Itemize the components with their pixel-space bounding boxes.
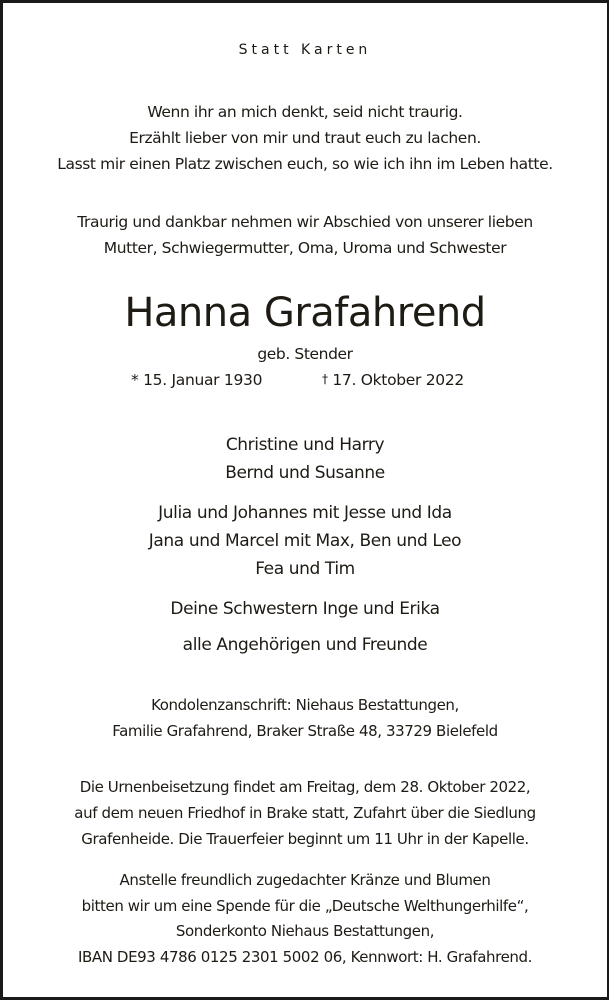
intro-line-1: Traurig und dankbar nehmen wir Abschied von unserer lieben xyxy=(77,213,533,231)
mourner-line: Julia und Johannes mit Jesse und Ida xyxy=(158,503,452,523)
death-cross-icon: † xyxy=(322,372,328,386)
header-title: Statt Karten xyxy=(238,42,372,58)
mourner-line: Jana und Marcel mit Max, Ben und Leo xyxy=(148,531,462,551)
death-date-text: 17. Oktober 2022 xyxy=(332,371,464,389)
donation-line-1: Anstelle freundlich zugedachter Kränze und Blumen xyxy=(119,871,491,889)
donation-line-2: bitten wir um eine Spende für die „Deutsche Welthungerhilfe“, xyxy=(81,897,529,915)
mourner-line: Fea und Tim xyxy=(255,559,355,579)
funeral-line-2: auf dem neuen Friedhof in Brake statt, Zufahrt über die Siedlung xyxy=(74,804,536,822)
funeral-line-1: Die Urnenbeisetzung findet am Freitag, dem 28. Oktober 2022, xyxy=(79,778,531,796)
death-date xyxy=(322,371,464,389)
birth-date xyxy=(131,371,262,389)
verse-line-1: Wenn ihr an mich denkt, seid nicht traurig. xyxy=(147,103,463,121)
birth-date-text: 15. Januar 1930 xyxy=(143,371,263,389)
life-dates xyxy=(3,371,607,397)
maiden-name: geb. Stender xyxy=(257,345,353,363)
intro-line-2: Mutter, Schwiegermutter, Oma, Uroma und Schwester xyxy=(103,239,507,257)
mourner-line: Christine und Harry xyxy=(225,435,385,455)
donation-line-4: IBAN DE93 4786 0125 2301 5002 06, Kennwort: H. Grafahrend. xyxy=(77,948,533,966)
donation-line-3: Sonderkonto Niehaus Bestattungen, xyxy=(175,922,435,940)
funeral-line-3: Grafenheide. Die Trauerfeier beginnt um 11 Uhr in der Kapelle. xyxy=(81,830,529,848)
mourner-line: Deine Schwestern Inge und Erika xyxy=(170,599,440,619)
mourner-line: Bernd und Susanne xyxy=(225,463,385,483)
birth-star-icon: * xyxy=(131,371,139,389)
verse-line-2: Erzählt lieber von mir und traut euch zu lachen. xyxy=(129,129,481,147)
verse-line-3: Lasst mir einen Platz zwischen euch, so wie ich ihn im Leben hatte. xyxy=(57,155,553,173)
deceased-name: Hanna Grafahrend xyxy=(124,290,486,336)
condolence-line-2: Familie Grafahrend, Braker Straße 48, 33729 Bielefeld xyxy=(112,722,498,740)
mourner-line: alle Angehörigen und Freunde xyxy=(182,635,428,655)
condolence-line-1: Kondolenzanschrift: Niehaus Bestattungen, xyxy=(151,696,459,714)
